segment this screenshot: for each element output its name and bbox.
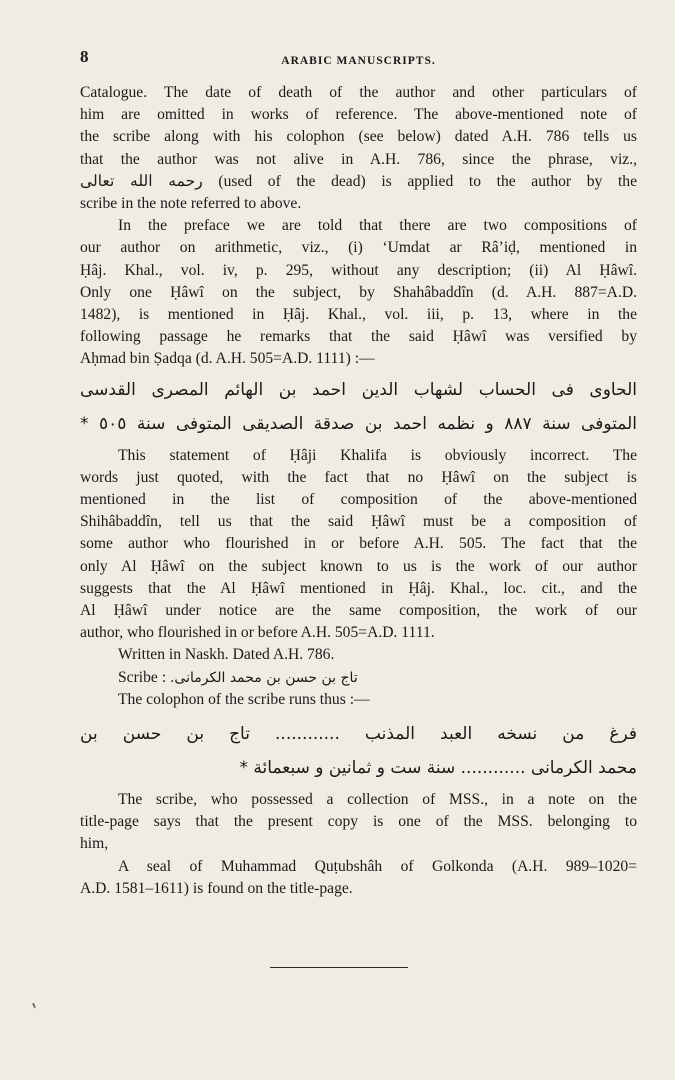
- scribe-label: Scribe :: [118, 668, 167, 686]
- text-line: رحمه الله تعالى (used of the dead) is applied to the author by the: [80, 172, 638, 190]
- text-line: Al Ḥâwî under notice are the same composition, the work of our: [80, 602, 637, 620]
- text-line: that the author was not alive in A.H. 786, since the phrase, viz.,: [80, 150, 637, 168]
- text-line: him,: [80, 835, 109, 853]
- paragraph-scribe-collection: [80, 789, 637, 856]
- scribe-name: تاج بن حسن بن محمد الكرمانى.: [169, 669, 358, 686]
- colophon-intro-line: [80, 689, 637, 711]
- page-header: [80, 46, 637, 70]
- arabic-colophon: [80, 717, 637, 785]
- text-line: our author on arithmetic, viz., (i) ‘Umdat ar Râ’iḍ, mentioned in: [80, 239, 637, 257]
- page-body: [80, 46, 637, 900]
- text-line: This statement of Ḥâji Khalifa is obviously incorrect. The: [118, 446, 637, 464]
- page-number: 8: [80, 47, 89, 66]
- text-line: A.D. 1581–1611) is found on the title-page.: [80, 879, 353, 897]
- text-line: Only one Ḥâwî on the subject, by Shahâbaddîn (d. A.H. 887=A.D.: [80, 283, 637, 301]
- text-line: mentioned in the list of composition of the above-mentioned: [80, 491, 637, 509]
- text-line: Shihâbaddîn, tell us that the said Ḥâwî must be a composition of: [80, 513, 637, 531]
- text-line: only Al Ḥâwî on the subject known to us is the work of our author: [80, 557, 637, 575]
- written-text: Written in Naskh. Dated A.H. 786.: [118, 646, 335, 664]
- paragraph-seal: [80, 856, 637, 900]
- text-line: Catalogue. The date of death of the author and other particulars of: [80, 84, 637, 101]
- text-line: words just quoted, with the fact that no Ḥâwî on the subject is: [80, 468, 637, 486]
- running-title: ARABIC MANUSCRIPTS.: [281, 55, 436, 67]
- text-line: title-page says that the present copy is one of the MSS. belonging to: [80, 813, 637, 831]
- written-line: [80, 644, 637, 666]
- text-line: Aḥmad bin Ṣadqa (d. A.H. 505=A.D. 1111) :—: [80, 350, 375, 368]
- arabic-line: الحاوى فى الحساب لشهاب الدين احمد بن الهائم المصرى القدسى: [80, 379, 637, 400]
- text-line: In the preface we are told that there are two compositions of: [118, 217, 637, 235]
- text-line: some author who flourished in or before A.H. 505. The fact that the: [80, 535, 637, 553]
- text-line: the scribe along with his colophon (see below) dated A.H. 786 tells us: [80, 128, 637, 146]
- arabic-line: محمد الكرمانى ............ سنة ست و ثمانين و سبعمائة *: [239, 758, 637, 779]
- text-line: Ḥâj. Khal., vol. iv, p. 295, without any description; (ii) Al Ḥâwî.: [80, 261, 637, 279]
- arabic-quotation: [80, 373, 637, 441]
- paragraph-statement: [80, 445, 637, 645]
- colophon-intro: The colophon of the scribe runs thus :—: [118, 690, 370, 708]
- scribe-line: [80, 667, 637, 689]
- arabic-line: فرغ من نسخه العبد المذنب ............ تاج بن حسن بن: [80, 724, 637, 745]
- paper-speck: [32, 1003, 36, 1008]
- text-line: author, who flourished in or before A.H. 505=A.D. 1111.: [80, 624, 435, 642]
- text-line: following passage he remarks that the said Ḥâwî was versified by: [80, 328, 637, 346]
- text-line: scribe in the note referred to above.: [80, 195, 302, 213]
- scribe-line-content: [80, 667, 637, 689]
- text-line: suggests that the Al Ḥâwî mentioned in Ḥâj. Khal., loc. cit., and the: [80, 579, 637, 597]
- arabic-line: المتوفى سنة ٨٨٧ و نظمه احمد بن صدقة الصديقى المتوفى سنة ٥٠٥ *: [80, 413, 637, 434]
- closing-rule: [270, 967, 408, 968]
- paragraph-author-date: [80, 82, 637, 215]
- text-line: him are omitted in works of reference. The above-mentioned note of: [80, 106, 637, 124]
- text-line: A seal of Muhammad Quṭubshâh of Golkonda (A.H. 989–1020=: [118, 857, 637, 875]
- text-line: The scribe, who possessed a collection of MSS., in a note on the: [118, 791, 637, 809]
- paragraph-compositions: [80, 215, 637, 370]
- text-line: 1482), is mentioned in Ḥâj. Khal., vol. iii, p. 13, where in the: [80, 306, 637, 324]
